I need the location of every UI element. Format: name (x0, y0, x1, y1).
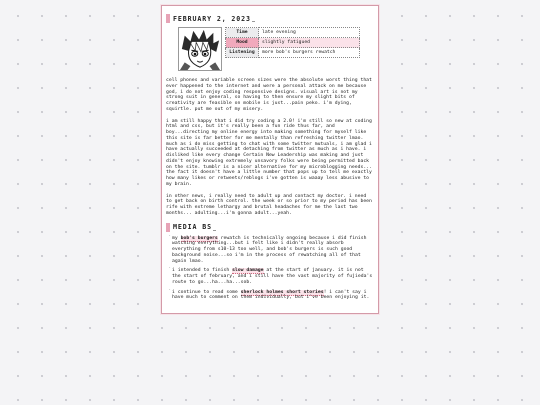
blog-post-card (161, 5, 379, 314)
media-list (166, 236, 374, 302)
post-paragraph: cell phones and variable screen sizes were the absolute worst thing that ever happened to the internet and were a personal attack on me because god, i do not enjoy coding responsive designs. visual art is not my strong suit in general, so having to then ensure my slight bits of creativity are feasible on mobile is just...pain peko. i'm dying, squirtle. put me out of my misery. (166, 78, 372, 112)
meta-value: late evening (259, 28, 360, 38)
media-item-slow-damage: ´ i intended to finish slow damage at the start of january. it is not the start of february, and i still have the vast majority of fujieda's route to go...ha...ha...sob. (168, 268, 374, 285)
meta-row-mood (226, 38, 360, 48)
media-heading (166, 223, 374, 232)
meta-value: slightly fatigued (259, 38, 360, 48)
media-title-highlight: slow damage (232, 268, 264, 274)
post-date-text: FEBRUARY 2, 2023 (173, 14, 251, 23)
meta-value: more bob's burgers rewatch (259, 48, 360, 58)
manga-face-icon (178, 27, 222, 71)
media-item-bobs-burgers: ´ my bob's burgers rewatch is technically ongoing because i did finish watching everything...but i felt like i didn't really absorb everything from s10-13 too well, and bob's burgers is such good background noise...so i'm in the process of rewatching all of that again lmao. (168, 236, 374, 265)
heading-dotted-tail (213, 229, 215, 231)
media-title-highlight: bob's burgers (180, 235, 218, 241)
meta-row-listening (226, 48, 360, 58)
media-title-highlight: sherlock holmes short stories (240, 289, 324, 295)
post-paragraph: i am still happy that i did try coding a 2.0! i'm still so new at coding html and css, but it's really been a fun ride thus far, and boy...directing my online energy into making something for myself like this site is far better for me mentally than refreshing twitter lmao. much as i do miss getting to chat with some twitter mutuals, i am glad i have actually succeeded at detaching from twitter as much as i have. i disliked like every change Certain New Leadership was making and just didn't enjoy knowing extremely unsavory folks were being permitted back on the site. tumblr is a nicer alternative for my microblogging needs... the fact it doesn't have a little number that pops up to tell me exactly how many likes or retweets/reblogs i've gotten is waaay less abusive to my brain. (166, 118, 372, 187)
post-meta (178, 27, 374, 71)
meta-row-time (226, 28, 360, 38)
meta-key: Time (226, 28, 259, 38)
heading-dotted-tail (252, 20, 254, 22)
post-date-heading (166, 14, 374, 23)
meta-key: Listening (226, 48, 259, 58)
media-heading-text: MEDIA BS (173, 223, 212, 231)
meta-key: Mood (226, 38, 259, 48)
media-item-sherlock: ´ i continue to read some sherlock holmes short stories! i can't say i have much to comment on them individually, but i've been enjoying it. (168, 290, 374, 302)
post-meta-table (225, 27, 360, 58)
post-paragraph: in other news, i really need to adult up and contact my doctor. i need to get back on birth control. the week or so prior to my period has been rife with extreme lethargy and brutal headaches for me the last two months... adulting...i'm gonna adult...yeah. (166, 193, 372, 216)
